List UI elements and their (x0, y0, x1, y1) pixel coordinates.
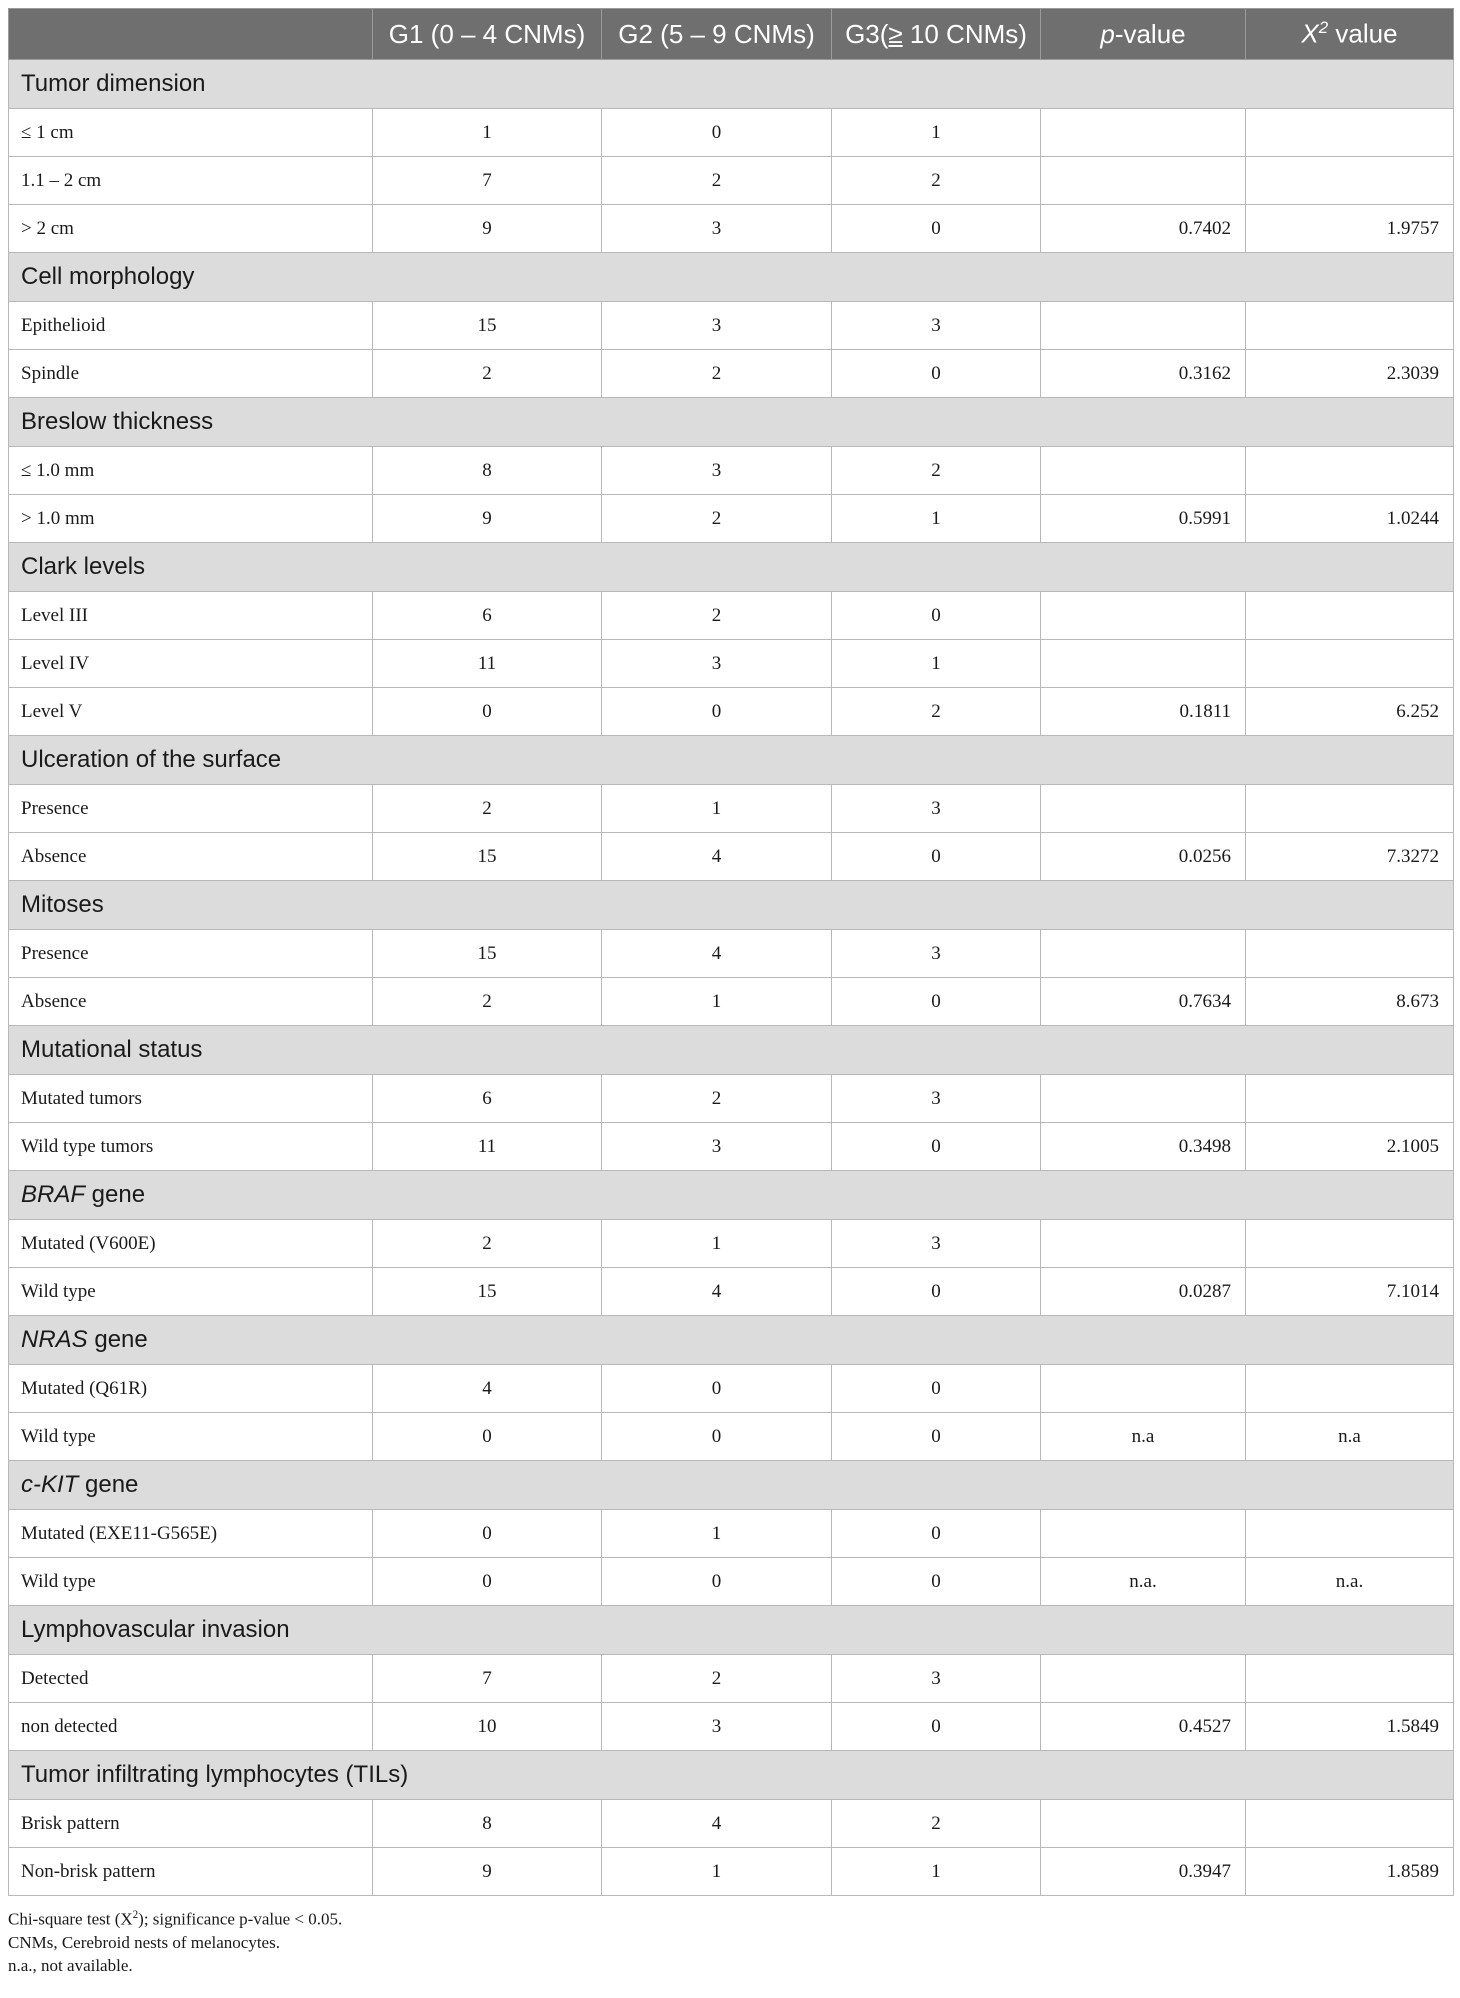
table-row (9, 157, 1454, 205)
cell-p-value (1041, 640, 1246, 688)
table-container (8, 8, 1453, 1977)
cell-p-value (1041, 592, 1246, 640)
cell-chi-value (1246, 592, 1454, 640)
section-title-text: Clark levels (21, 553, 146, 580)
cell-g3: 0 (832, 1123, 1041, 1171)
section-title (9, 1606, 1454, 1655)
table-row (9, 1655, 1454, 1703)
cell-g2: 1 (602, 1848, 832, 1896)
footnote-chi-sup: 2 (132, 1909, 139, 1921)
cell-g3: 0 (832, 1268, 1041, 1316)
cell-p-value (1041, 930, 1246, 978)
cell-g2: 3 (602, 640, 832, 688)
table-row (9, 1075, 1454, 1123)
cell-g3: 1 (832, 495, 1041, 543)
cell-chi-value: 7.1014 (1246, 1268, 1454, 1316)
cell-chi-value (1246, 1655, 1454, 1703)
row-label: Level III (9, 592, 373, 640)
cell-g3: 0 (832, 1558, 1041, 1606)
header-chi (1246, 9, 1454, 60)
footnote-na: n.a., not available. (8, 1955, 133, 1975)
cell-p-value: 0.5991 (1041, 495, 1246, 543)
cell-g1: 7 (373, 1655, 602, 1703)
cell-g1: 2 (373, 785, 602, 833)
table-row (9, 495, 1454, 543)
section-header-row (9, 253, 1454, 302)
cell-chi-value: 8.673 (1246, 978, 1454, 1026)
table-row (9, 1123, 1454, 1171)
section-title-text: gene (78, 1471, 139, 1498)
cell-g1: 15 (373, 930, 602, 978)
cell-p-value: 0.3947 (1041, 1848, 1246, 1896)
row-label: Wild type (9, 1268, 373, 1316)
header-chi-rest: value (1328, 18, 1398, 49)
cell-g2: 0 (602, 1558, 832, 1606)
cell-chi-value: n.a (1246, 1413, 1454, 1461)
cell-g1: 11 (373, 1123, 602, 1171)
cell-g3: 3 (832, 930, 1041, 978)
section-title (9, 1026, 1454, 1075)
section-header-row (9, 1026, 1454, 1075)
table-row (9, 1268, 1454, 1316)
table-row (9, 1365, 1454, 1413)
cell-g1: 0 (373, 688, 602, 736)
section-header-row (9, 543, 1454, 592)
cell-p-value (1041, 302, 1246, 350)
cell-chi-value (1246, 1800, 1454, 1848)
cell-p-value (1041, 1655, 1246, 1703)
cell-g2: 3 (602, 1703, 832, 1751)
cell-chi-value (1246, 1220, 1454, 1268)
row-label: Mutated tumors (9, 1075, 373, 1123)
section-header-row (9, 736, 1454, 785)
section-title-text: Mitoses (21, 891, 104, 918)
cell-g2: 2 (602, 592, 832, 640)
table-row (9, 1510, 1454, 1558)
cell-chi-value (1246, 1365, 1454, 1413)
section-title (9, 253, 1454, 302)
cell-p-value (1041, 109, 1246, 157)
row-label: > 1.0 mm (9, 495, 373, 543)
footnote-chi-suffix: ); significance p-value < 0.05. (138, 1909, 343, 1929)
header-g3-suffix: 10 CNMs) (902, 18, 1027, 49)
section-title-text: gene (87, 1326, 148, 1353)
cell-g1: 4 (373, 1365, 602, 1413)
cell-p-value (1041, 1800, 1246, 1848)
cell-p-value: 0.7634 (1041, 978, 1246, 1026)
table-row (9, 833, 1454, 881)
header-g2: G2 (5 – 9 CNMs) (602, 9, 832, 60)
row-label: Wild type (9, 1413, 373, 1461)
header-g3-prefix: G3( (845, 18, 889, 49)
section-header-row (9, 1316, 1454, 1365)
cell-g1: 2 (373, 978, 602, 1026)
cell-g1: 15 (373, 302, 602, 350)
section-title-text: Tumor dimension (21, 70, 206, 97)
cell-g2: 3 (602, 1123, 832, 1171)
header-chi-italic: X (1301, 18, 1319, 49)
header-pvalue-italic: p (1100, 18, 1115, 49)
cell-g3: 3 (832, 302, 1041, 350)
section-header-row (9, 1751, 1454, 1800)
cell-g3: 0 (832, 1365, 1041, 1413)
cell-g3: 1 (832, 640, 1041, 688)
cell-g1: 0 (373, 1510, 602, 1558)
header-g3-ge: ≥ (888, 18, 903, 49)
cell-p-value (1041, 447, 1246, 495)
row-label: ≤ 1 cm (9, 109, 373, 157)
cell-g1: 0 (373, 1413, 602, 1461)
cell-g3: 2 (832, 1800, 1041, 1848)
cell-g1: 15 (373, 833, 602, 881)
table-row (9, 592, 1454, 640)
cell-g1: 15 (373, 1268, 602, 1316)
cell-g1: 9 (373, 1848, 602, 1896)
row-label: Spindle (9, 350, 373, 398)
section-title-text: Mutational status (21, 1036, 203, 1063)
cell-g3: 2 (832, 447, 1041, 495)
cell-g1: 7 (373, 157, 602, 205)
cell-g2: 3 (602, 447, 832, 495)
cell-g1: 6 (373, 1075, 602, 1123)
table-row (9, 302, 1454, 350)
table-row (9, 1413, 1454, 1461)
cell-chi-value (1246, 640, 1454, 688)
row-label: Mutated (EXE11-G565E) (9, 1510, 373, 1558)
table-row (9, 1558, 1454, 1606)
section-title (9, 1316, 1454, 1365)
cell-chi-value (1246, 157, 1454, 205)
section-header-row (9, 1171, 1454, 1220)
cell-chi-value (1246, 1075, 1454, 1123)
section-header-row (9, 1606, 1454, 1655)
cell-p-value (1041, 1365, 1246, 1413)
cell-p-value: 0.0287 (1041, 1268, 1246, 1316)
cell-p-value: n.a (1041, 1413, 1246, 1461)
cell-p-value (1041, 1075, 1246, 1123)
cell-p-value: 0.3162 (1041, 350, 1246, 398)
section-title (9, 1171, 1454, 1220)
row-label: Level V (9, 688, 373, 736)
cell-chi-value: 6.252 (1246, 688, 1454, 736)
row-label: ≤ 1.0 mm (9, 447, 373, 495)
cell-g3: 2 (832, 688, 1041, 736)
cell-g2: 3 (602, 302, 832, 350)
table-row (9, 640, 1454, 688)
cell-g2: 0 (602, 1413, 832, 1461)
cell-g2: 0 (602, 688, 832, 736)
table-header (9, 9, 1454, 60)
cell-g1: 9 (373, 205, 602, 253)
cell-p-value: n.a. (1041, 1558, 1246, 1606)
cell-g2: 1 (602, 1220, 832, 1268)
cell-p-value: 0.4527 (1041, 1703, 1246, 1751)
section-title (9, 398, 1454, 447)
cell-p-value (1041, 1220, 1246, 1268)
row-label: Presence (9, 930, 373, 978)
cell-chi-value (1246, 785, 1454, 833)
cell-g1: 6 (373, 592, 602, 640)
cell-g3: 0 (832, 1510, 1041, 1558)
row-label: 1.1 – 2 cm (9, 157, 373, 205)
header-pvalue (1041, 9, 1246, 60)
cell-chi-value: n.a. (1246, 1558, 1454, 1606)
row-label: Brisk pattern (9, 1800, 373, 1848)
cell-g1: 10 (373, 1703, 602, 1751)
row-label: Absence (9, 978, 373, 1026)
section-title (9, 736, 1454, 785)
section-title (9, 881, 1454, 930)
row-label: Wild type tumors (9, 1123, 373, 1171)
table-row (9, 1703, 1454, 1751)
section-title (9, 1751, 1454, 1800)
cell-g2: 1 (602, 978, 832, 1026)
cell-g3: 0 (832, 1413, 1041, 1461)
cell-g2: 4 (602, 930, 832, 978)
row-label: Mutated (V600E) (9, 1220, 373, 1268)
header-g3 (832, 9, 1041, 60)
header-row (9, 9, 1454, 60)
section-title-text: Breslow thickness (21, 408, 214, 435)
cell-p-value (1041, 785, 1246, 833)
row-label: Absence (9, 833, 373, 881)
row-label: > 2 cm (9, 205, 373, 253)
section-title (9, 60, 1454, 109)
cell-chi-value: 1.9757 (1246, 205, 1454, 253)
header-g1: G1 (0 – 4 CNMs) (373, 9, 602, 60)
cell-g3: 0 (832, 1703, 1041, 1751)
cell-chi-value: 2.1005 (1246, 1123, 1454, 1171)
cell-chi-value (1246, 447, 1454, 495)
cell-chi-value (1246, 930, 1454, 978)
table-row (9, 350, 1454, 398)
footnote-chi-prefix: Chi-square test (X (8, 1909, 133, 1929)
cell-g2: 0 (602, 109, 832, 157)
cell-g2: 3 (602, 205, 832, 253)
cell-g3: 3 (832, 785, 1041, 833)
row-label: non detected (9, 1703, 373, 1751)
cell-g3: 1 (832, 1848, 1041, 1896)
section-title-text: Cell morphology (21, 263, 195, 290)
cell-chi-value (1246, 109, 1454, 157)
cell-p-value: 0.0256 (1041, 833, 1246, 881)
cell-g1: 11 (373, 640, 602, 688)
row-label: Presence (9, 785, 373, 833)
table-row (9, 109, 1454, 157)
cell-g1: 0 (373, 1558, 602, 1606)
cell-g2: 2 (602, 495, 832, 543)
cell-chi-value: 2.3039 (1246, 350, 1454, 398)
cell-g3: 0 (832, 205, 1041, 253)
cell-chi-value: 1.5849 (1246, 1703, 1454, 1751)
section-title-text: gene (85, 1181, 146, 1208)
cell-g2: 0 (602, 1365, 832, 1413)
cell-p-value (1041, 1510, 1246, 1558)
table-body (9, 60, 1454, 1896)
cell-g1: 8 (373, 447, 602, 495)
cell-g2: 1 (602, 1510, 832, 1558)
cell-p-value: 0.7402 (1041, 205, 1246, 253)
table-footnotes (8, 1904, 1453, 1977)
section-header-row (9, 1461, 1454, 1510)
footnote-cnms: CNMs, Cerebroid nests of melanocytes. (8, 1932, 280, 1952)
cell-p-value: 0.1811 (1041, 688, 1246, 736)
cell-g2: 4 (602, 1268, 832, 1316)
row-label: Non-brisk pattern (9, 1848, 373, 1896)
cell-g2: 2 (602, 157, 832, 205)
results-table (8, 8, 1454, 1896)
section-title-gene: BRAF (21, 1181, 86, 1208)
section-title (9, 543, 1454, 592)
cell-g1: 2 (373, 350, 602, 398)
cell-g3: 3 (832, 1220, 1041, 1268)
section-title (9, 1461, 1454, 1510)
cell-g3: 2 (832, 157, 1041, 205)
table-row (9, 930, 1454, 978)
cell-chi-value: 1.8589 (1246, 1848, 1454, 1896)
cell-p-value: 0.3498 (1041, 1123, 1246, 1171)
table-row (9, 447, 1454, 495)
section-title-text: Tumor infiltrating lymphocytes (TILs) (21, 1761, 409, 1788)
cell-g1: 9 (373, 495, 602, 543)
row-label: Wild type (9, 1558, 373, 1606)
row-label: Epithelioid (9, 302, 373, 350)
cell-g2: 4 (602, 833, 832, 881)
cell-g1: 8 (373, 1800, 602, 1848)
cell-g2: 2 (602, 1655, 832, 1703)
cell-g1: 2 (373, 1220, 602, 1268)
table-row (9, 1848, 1454, 1896)
table-row (9, 688, 1454, 736)
cell-p-value (1041, 157, 1246, 205)
cell-chi-value (1246, 1510, 1454, 1558)
cell-chi-value: 7.3272 (1246, 833, 1454, 881)
header-blank (9, 9, 373, 60)
footnote-chi-square (8, 1904, 1453, 1931)
section-header-row (9, 60, 1454, 109)
cell-g1: 1 (373, 109, 602, 157)
table-row (9, 978, 1454, 1026)
row-label: Level IV (9, 640, 373, 688)
row-label: Detected (9, 1655, 373, 1703)
section-header-row (9, 881, 1454, 930)
section-title-text: Lymphovascular invasion (21, 1616, 290, 1643)
table-row (9, 785, 1454, 833)
header-pvalue-rest: -value (1114, 18, 1186, 49)
cell-g2: 4 (602, 1800, 832, 1848)
cell-g3: 3 (832, 1075, 1041, 1123)
table-row (9, 1800, 1454, 1848)
cell-g2: 2 (602, 350, 832, 398)
cell-g3: 0 (832, 833, 1041, 881)
section-header-row (9, 398, 1454, 447)
section-title-text: Ulceration of the surface (21, 746, 282, 773)
table-row (9, 205, 1454, 253)
cell-g2: 2 (602, 1075, 832, 1123)
header-chi-sup: 2 (1318, 18, 1329, 38)
section-title-gene: c-KIT (21, 1471, 79, 1498)
cell-g3: 0 (832, 350, 1041, 398)
cell-g3: 1 (832, 109, 1041, 157)
row-label: Mutated (Q61R) (9, 1365, 373, 1413)
cell-g3: 3 (832, 1655, 1041, 1703)
table-row (9, 1220, 1454, 1268)
cell-g2: 1 (602, 785, 832, 833)
cell-chi-value (1246, 302, 1454, 350)
cell-g3: 0 (832, 978, 1041, 1026)
cell-chi-value: 1.0244 (1246, 495, 1454, 543)
cell-g3: 0 (832, 592, 1041, 640)
section-title-gene: NRAS (21, 1326, 88, 1353)
